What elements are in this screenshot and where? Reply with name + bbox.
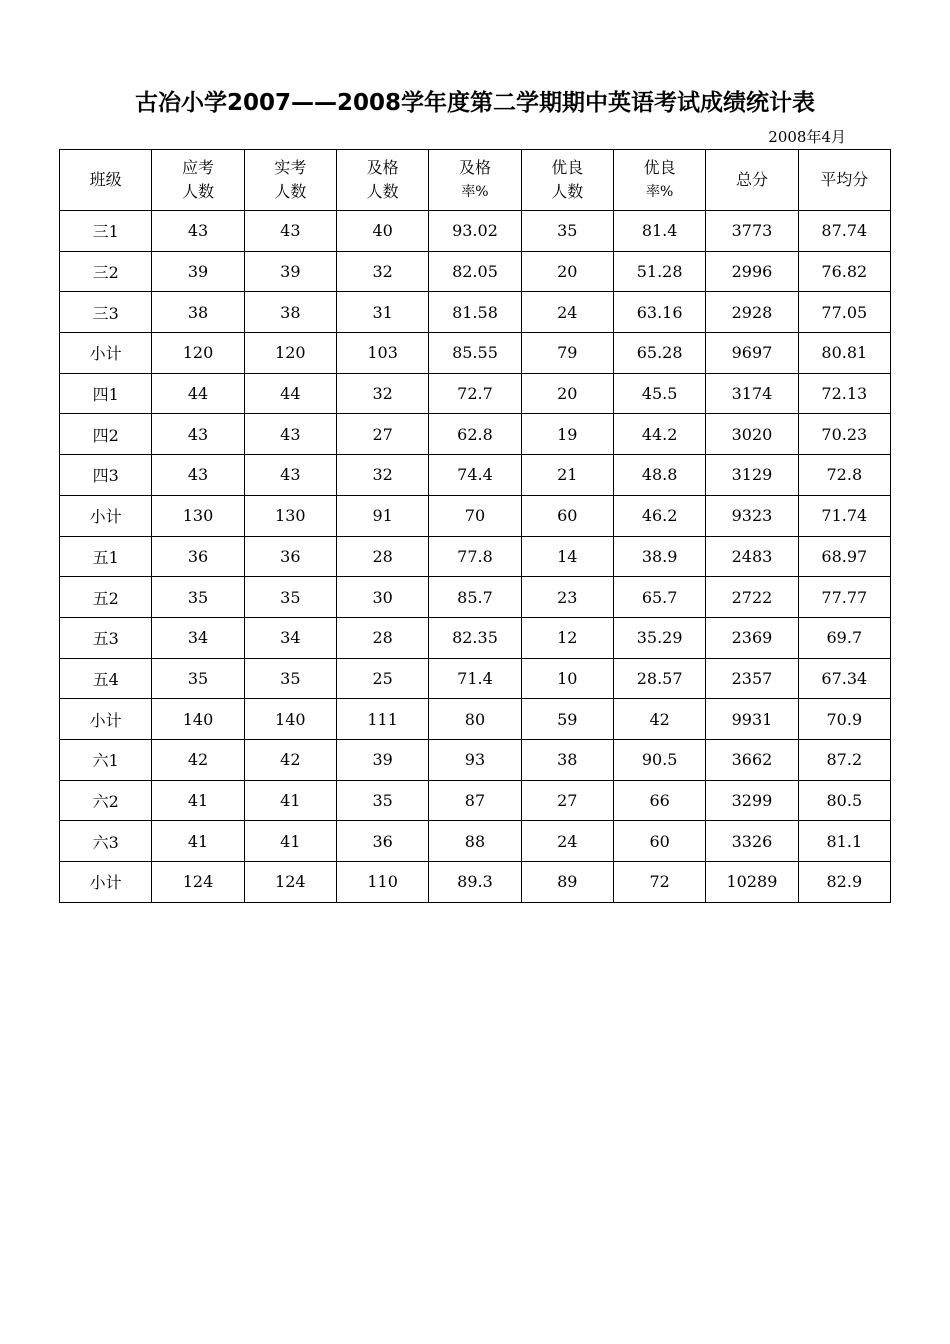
- cell-expected: 43: [152, 414, 244, 455]
- cell-expected: 35: [152, 577, 244, 618]
- cell-actual: 35: [244, 658, 336, 699]
- page-title: 古冶小学2007——2008学年度第二学期期中英语考试成绩统计表: [134, 90, 816, 116]
- cell-pass-count: 110: [336, 862, 428, 903]
- col-header-line1: 及格: [366, 158, 399, 177]
- cell-pass-rate: 87: [429, 780, 521, 821]
- col-header-line1: 应考: [181, 158, 214, 177]
- cell-pass-rate: 85.7: [429, 577, 521, 618]
- cell-pass-rate: 88: [429, 821, 521, 862]
- cell-class: 五4: [60, 658, 152, 699]
- table-row: [60, 495, 891, 536]
- cell-class: 三1: [60, 211, 152, 252]
- cell-pass-count: 32: [336, 251, 428, 292]
- cell-excellent-rate: 51.28: [613, 251, 705, 292]
- cell-expected: 41: [152, 821, 244, 862]
- cell-excellent-rate: 28.57: [613, 658, 705, 699]
- table-row: [60, 821, 891, 862]
- cell-pass-count: 25: [336, 658, 428, 699]
- table-header: [60, 150, 891, 211]
- cell-expected: 43: [152, 211, 244, 252]
- table-row: [60, 699, 891, 740]
- cell-excellent-count: 14: [521, 536, 613, 577]
- cell-pass-count: 111: [336, 699, 428, 740]
- cell-excellent-rate: 48.8: [613, 455, 705, 496]
- cell-pass-rate: 93: [429, 739, 521, 780]
- table-row: [60, 211, 891, 252]
- table-row: [60, 292, 891, 333]
- cell-total: 9931: [706, 699, 798, 740]
- cell-excellent-count: 27: [521, 780, 613, 821]
- cell-actual: 44: [244, 373, 336, 414]
- cell-actual: 140: [244, 699, 336, 740]
- score-table: [59, 149, 891, 903]
- cell-class: 五2: [60, 577, 152, 618]
- cell-excellent-rate: 46.2: [613, 495, 705, 536]
- cell-actual: 130: [244, 495, 336, 536]
- cell-expected: 130: [152, 495, 244, 536]
- cell-expected: 44: [152, 373, 244, 414]
- cell-pass-rate: 70: [429, 495, 521, 536]
- cell-expected: 120: [152, 333, 244, 374]
- cell-average: 80.5: [798, 780, 890, 821]
- cell-pass-rate: 89.3: [429, 862, 521, 903]
- header-row: [60, 150, 891, 211]
- cell-pass-count: 31: [336, 292, 428, 333]
- cell-average: 71.74: [798, 495, 890, 536]
- cell-average: 67.34: [798, 658, 890, 699]
- cell-excellent-rate: 65.7: [613, 577, 705, 618]
- cell-excellent-rate: 38.9: [613, 536, 705, 577]
- cell-pass-rate: 62.8: [429, 414, 521, 455]
- cell-expected: 41: [152, 780, 244, 821]
- col-header-line2: 人数: [274, 182, 307, 201]
- cell-excellent-rate: 81.4: [613, 211, 705, 252]
- cell-pass-rate: 93.02: [429, 211, 521, 252]
- col-header-expected: [152, 150, 244, 211]
- cell-average: 70.9: [798, 699, 890, 740]
- col-header-line2: 率%: [645, 184, 674, 200]
- table-row: [60, 455, 891, 496]
- cell-excellent-rate: 44.2: [613, 414, 705, 455]
- cell-class: 四3: [60, 455, 152, 496]
- cell-pass-count: 28: [336, 617, 428, 658]
- cell-total: 3020: [706, 414, 798, 455]
- col-header-line2: 率%: [461, 184, 489, 200]
- cell-excellent-count: 89: [521, 862, 613, 903]
- cell-class: 四2: [60, 414, 152, 455]
- col-header-line1: 班级: [89, 170, 122, 189]
- cell-pass-count: 32: [336, 373, 428, 414]
- col-header-line2: 人数: [366, 182, 399, 201]
- cell-average: 72.8: [798, 455, 890, 496]
- cell-expected: 38: [152, 292, 244, 333]
- cell-class: 小计: [60, 862, 152, 903]
- report-date: 2008年4月: [768, 128, 846, 146]
- cell-pass-rate: 74.4: [429, 455, 521, 496]
- col-header-line1: 平均分: [820, 170, 869, 189]
- cell-actual: 43: [244, 414, 336, 455]
- cell-class: 三2: [60, 251, 152, 292]
- col-header-line2: 人数: [551, 182, 584, 201]
- cell-pass-rate: 72.7: [429, 373, 521, 414]
- cell-average: 87.74: [798, 211, 890, 252]
- cell-excellent-count: 21: [521, 455, 613, 496]
- cell-class: 五1: [60, 536, 152, 577]
- cell-pass-count: 40: [336, 211, 428, 252]
- cell-actual: 35: [244, 577, 336, 618]
- table-row: [60, 251, 891, 292]
- table-row: [60, 373, 891, 414]
- cell-excellent-rate: 45.5: [613, 373, 705, 414]
- cell-total: 3662: [706, 739, 798, 780]
- table-row: [60, 780, 891, 821]
- cell-actual: 39: [244, 251, 336, 292]
- cell-average: 87.2: [798, 739, 890, 780]
- cell-actual: 36: [244, 536, 336, 577]
- cell-excellent-rate: 90.5: [613, 739, 705, 780]
- cell-class: 小计: [60, 699, 152, 740]
- cell-excellent-count: 23: [521, 577, 613, 618]
- cell-actual: 41: [244, 780, 336, 821]
- table-row: [60, 617, 891, 658]
- col-header-actual: [244, 150, 336, 211]
- cell-actual: 41: [244, 821, 336, 862]
- cell-pass-count: 39: [336, 739, 428, 780]
- cell-excellent-rate: 42: [613, 699, 705, 740]
- cell-expected: 140: [152, 699, 244, 740]
- cell-class: 五3: [60, 617, 152, 658]
- cell-excellent-rate: 35.29: [613, 617, 705, 658]
- cell-excellent-rate: 60: [613, 821, 705, 862]
- cell-average: 82.9: [798, 862, 890, 903]
- cell-excellent-rate: 63.16: [613, 292, 705, 333]
- col-header-pass-rate: [429, 150, 521, 211]
- cell-actual: 120: [244, 333, 336, 374]
- cell-average: 70.23: [798, 414, 890, 455]
- cell-average: 68.97: [798, 536, 890, 577]
- cell-expected: 36: [152, 536, 244, 577]
- cell-actual: 124: [244, 862, 336, 903]
- cell-total: 3174: [706, 373, 798, 414]
- cell-pass-rate: 71.4: [429, 658, 521, 699]
- col-header-average: [798, 150, 890, 211]
- cell-pass-count: 36: [336, 821, 428, 862]
- cell-expected: 43: [152, 455, 244, 496]
- table-row: [60, 862, 891, 903]
- cell-average: 80.81: [798, 333, 890, 374]
- cell-pass-rate: 85.55: [429, 333, 521, 374]
- cell-total: 2996: [706, 251, 798, 292]
- cell-excellent-count: 35: [521, 211, 613, 252]
- cell-excellent-rate: 65.28: [613, 333, 705, 374]
- cell-average: 81.1: [798, 821, 890, 862]
- cell-excellent-count: 60: [521, 495, 613, 536]
- cell-pass-rate: 81.58: [429, 292, 521, 333]
- cell-expected: 39: [152, 251, 244, 292]
- cell-excellent-count: 12: [521, 617, 613, 658]
- cell-actual: 38: [244, 292, 336, 333]
- cell-average: 77.05: [798, 292, 890, 333]
- cell-pass-count: 35: [336, 780, 428, 821]
- col-header-line1: 优良: [551, 158, 584, 177]
- cell-expected: 124: [152, 862, 244, 903]
- col-header-line1: 优良: [643, 158, 676, 177]
- cell-excellent-count: 19: [521, 414, 613, 455]
- cell-excellent-count: 24: [521, 821, 613, 862]
- table-row: [60, 536, 891, 577]
- cell-total: 9323: [706, 495, 798, 536]
- cell-total: 2369: [706, 617, 798, 658]
- cell-excellent-rate: 66: [613, 780, 705, 821]
- cell-pass-rate: 80: [429, 699, 521, 740]
- cell-total: 2928: [706, 292, 798, 333]
- cell-actual: 43: [244, 455, 336, 496]
- cell-total: 2357: [706, 658, 798, 699]
- col-header-line1: 实考: [274, 158, 307, 177]
- cell-total: 9697: [706, 333, 798, 374]
- cell-total: 3326: [706, 821, 798, 862]
- cell-expected: 42: [152, 739, 244, 780]
- cell-pass-count: 28: [336, 536, 428, 577]
- cell-average: 72.13: [798, 373, 890, 414]
- table-row: [60, 333, 891, 374]
- col-header-pass-count: [336, 150, 428, 211]
- cell-actual: 43: [244, 211, 336, 252]
- cell-pass-count: 27: [336, 414, 428, 455]
- table-row: [60, 658, 891, 699]
- col-header-line1: 总分: [735, 170, 768, 189]
- cell-class: 六1: [60, 739, 152, 780]
- cell-excellent-count: 79: [521, 333, 613, 374]
- cell-pass-count: 32: [336, 455, 428, 496]
- col-header-class: [60, 150, 152, 211]
- cell-excellent-count: 10: [521, 658, 613, 699]
- cell-pass-rate: 82.05: [429, 251, 521, 292]
- cell-actual: 42: [244, 739, 336, 780]
- cell-actual: 34: [244, 617, 336, 658]
- cell-total: 2722: [706, 577, 798, 618]
- cell-total: 10289: [706, 862, 798, 903]
- cell-expected: 34: [152, 617, 244, 658]
- cell-excellent-rate: 72: [613, 862, 705, 903]
- cell-total: 3773: [706, 211, 798, 252]
- table-row: [60, 414, 891, 455]
- cell-class: 小计: [60, 495, 152, 536]
- cell-class: 四1: [60, 373, 152, 414]
- table-row: [60, 577, 891, 618]
- cell-excellent-count: 20: [521, 251, 613, 292]
- cell-pass-rate: 82.35: [429, 617, 521, 658]
- cell-pass-count: 91: [336, 495, 428, 536]
- col-header-line1: 及格: [458, 158, 491, 177]
- col-header-excellent-count: [521, 150, 613, 211]
- table-body: [60, 211, 891, 903]
- cell-excellent-count: 20: [521, 373, 613, 414]
- cell-excellent-count: 59: [521, 699, 613, 740]
- cell-average: 69.7: [798, 617, 890, 658]
- cell-pass-count: 30: [336, 577, 428, 618]
- cell-class: 小计: [60, 333, 152, 374]
- cell-excellent-count: 24: [521, 292, 613, 333]
- cell-average: 76.82: [798, 251, 890, 292]
- cell-excellent-count: 38: [521, 739, 613, 780]
- col-header-total: [706, 150, 798, 211]
- cell-expected: 35: [152, 658, 244, 699]
- cell-class: 六2: [60, 780, 152, 821]
- cell-total: 3129: [706, 455, 798, 496]
- cell-pass-count: 103: [336, 333, 428, 374]
- col-header-line2: 人数: [181, 182, 214, 201]
- cell-average: 77.77: [798, 577, 890, 618]
- cell-total: 2483: [706, 536, 798, 577]
- col-header-excellent-rate: [613, 150, 705, 211]
- cell-total: 3299: [706, 780, 798, 821]
- cell-class: 六3: [60, 821, 152, 862]
- cell-pass-rate: 77.8: [429, 536, 521, 577]
- table-row: [60, 739, 891, 780]
- cell-class: 三3: [60, 292, 152, 333]
